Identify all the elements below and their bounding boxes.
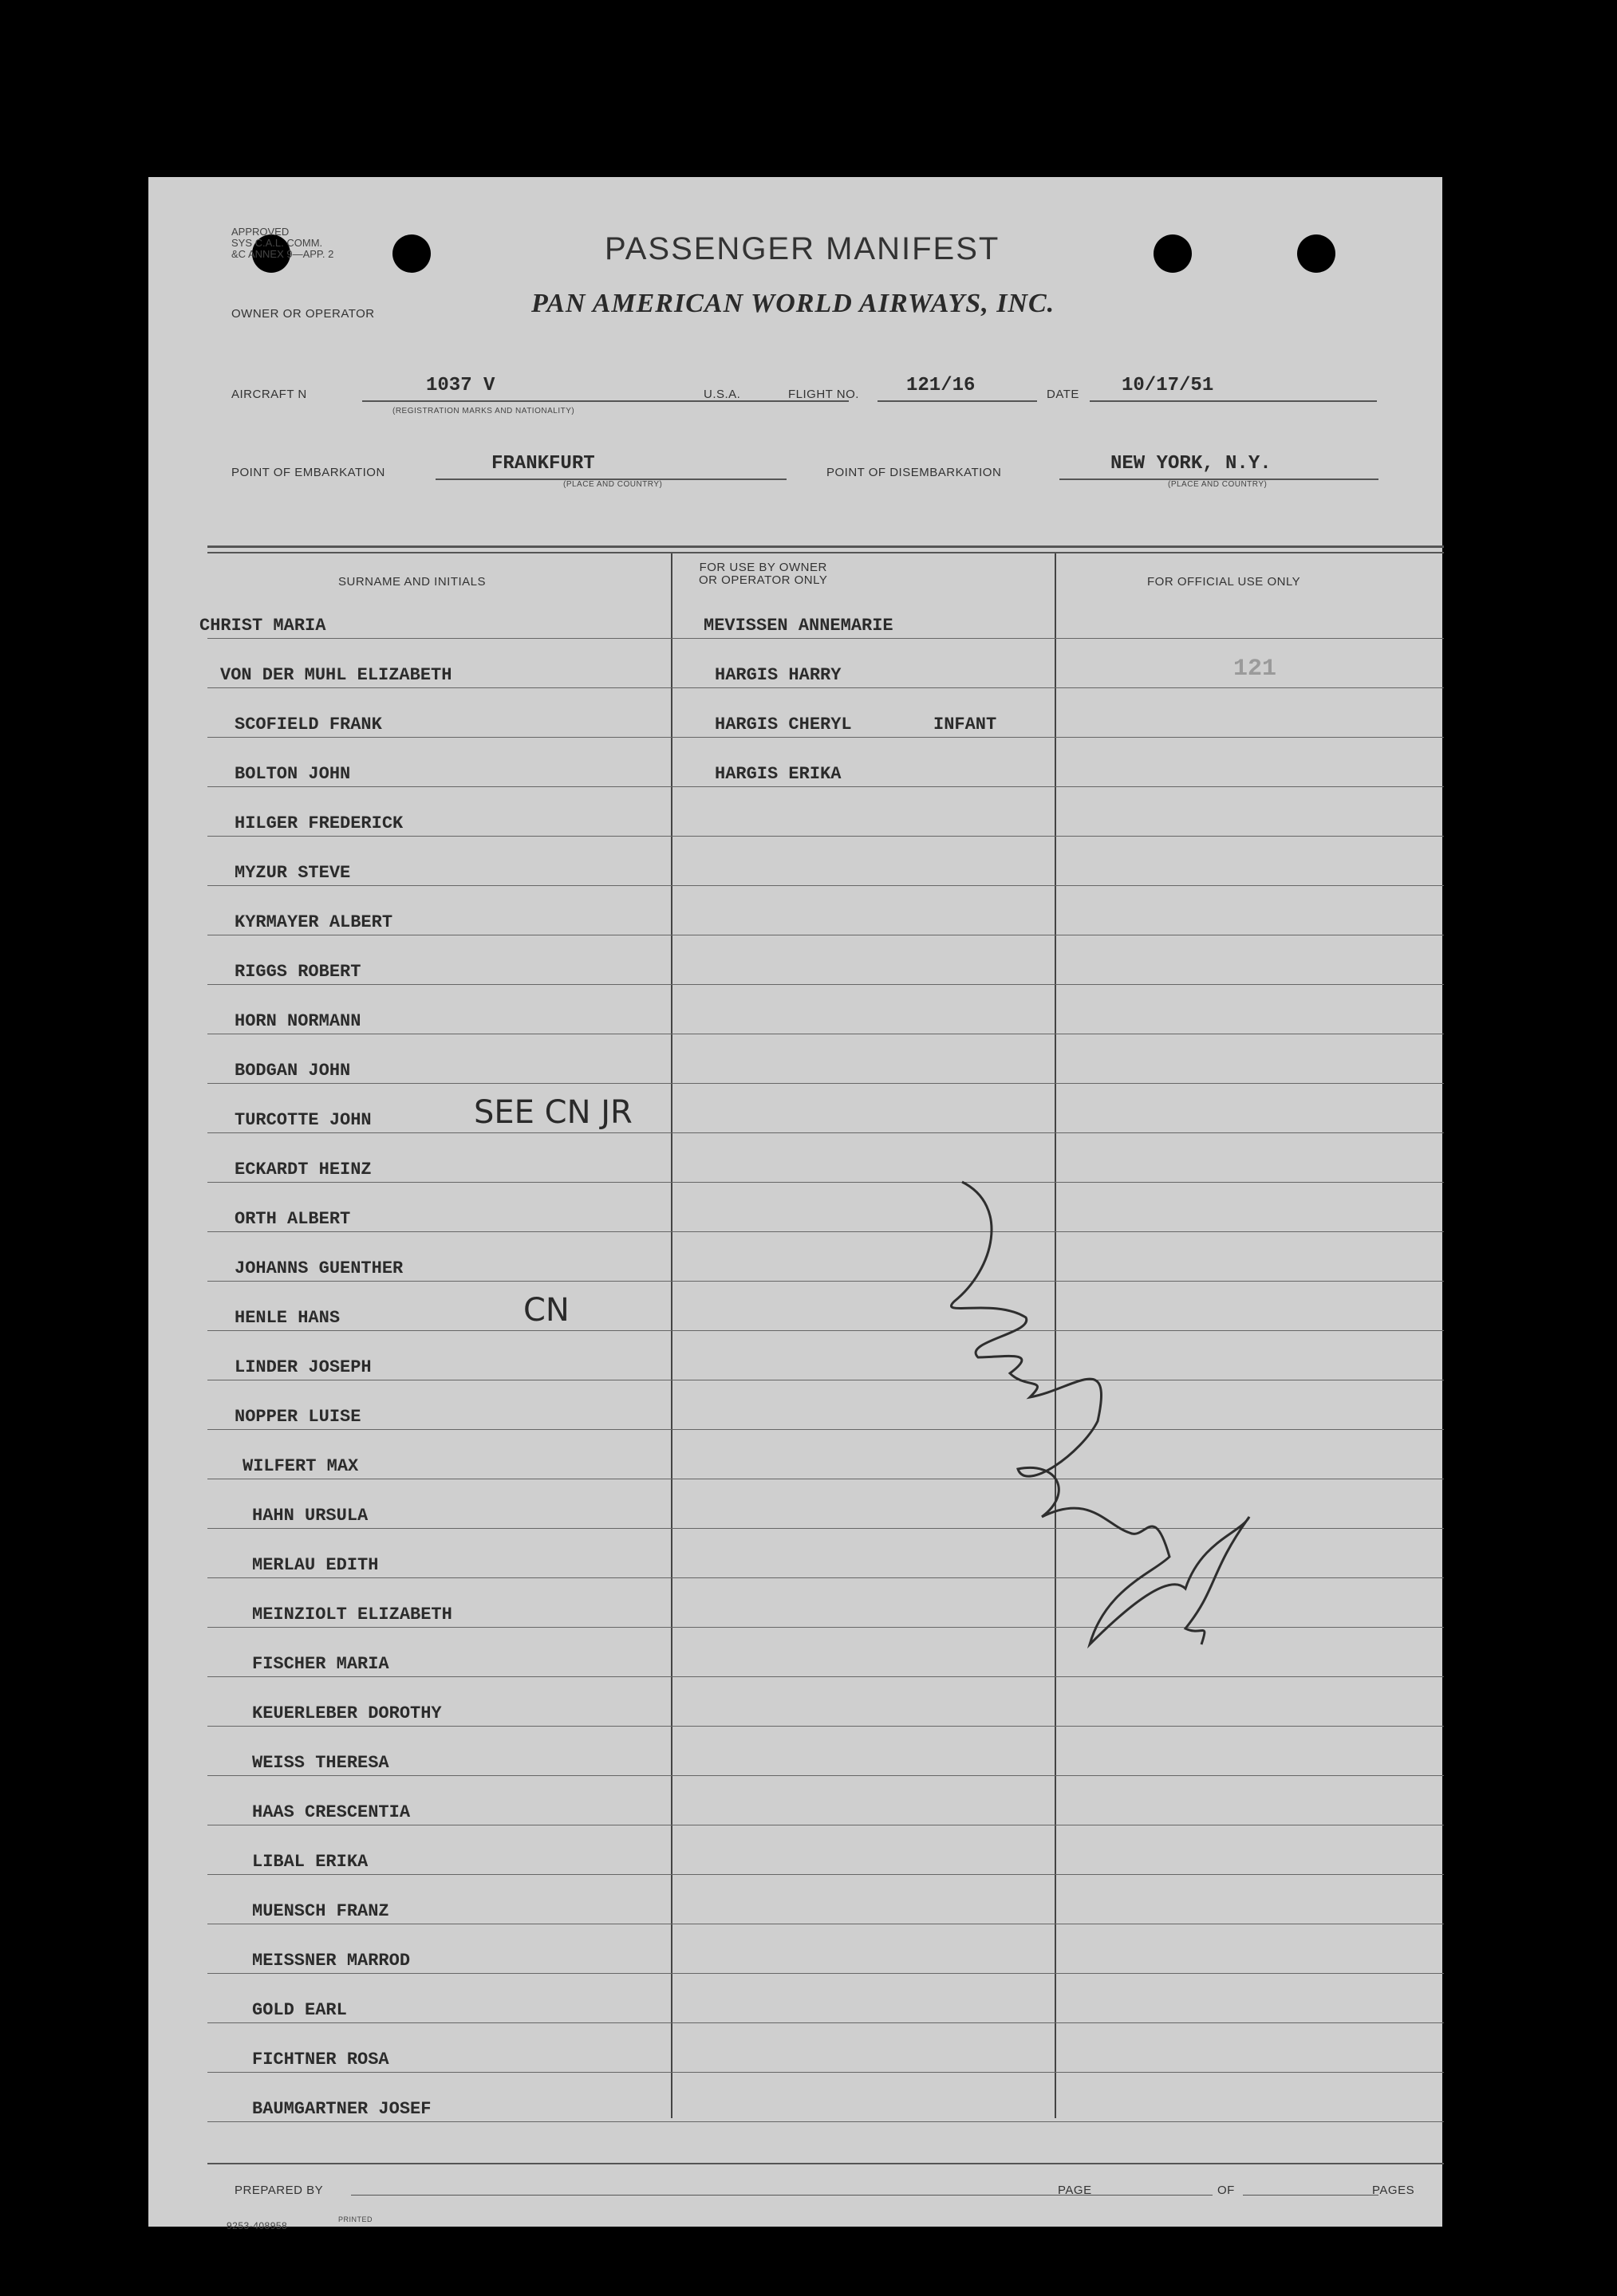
row-rule [207, 1676, 1444, 1677]
page-title: PASSENGER MANIFEST [605, 231, 1000, 266]
embarkation-label: POINT OF EMBARKATION [231, 466, 385, 479]
row-rule [207, 1083, 1444, 1084]
passenger-name: TURCOTTE JOHN [235, 1110, 372, 1130]
row-rule [207, 737, 1444, 738]
passenger-name: BOLTON JOHN [235, 764, 351, 784]
flight-label: FLIGHT NO. [788, 388, 859, 401]
operator-entry: HARGIS ERIKA [715, 764, 842, 784]
passenger-name: MYZUR STEVE [235, 863, 351, 883]
passenger-name: GOLD EARL [252, 2000, 347, 2020]
row-rule [207, 786, 1444, 787]
flight-value: 121/16 [906, 375, 976, 396]
disembarkation-value: NEW YORK, N.Y. [1110, 453, 1272, 475]
passenger-name: MEINZIOLT ELIZABETH [252, 1605, 452, 1625]
passenger-name: HENLE HANS [235, 1308, 341, 1328]
passenger-name: LIBAL ERIKA [252, 1852, 369, 1872]
row-rule [207, 687, 1444, 688]
row-rule [207, 2072, 1444, 2073]
pages-label: PAGES [1372, 2184, 1415, 2197]
row-rule [207, 2022, 1444, 2023]
handwritten-note: CN [523, 1292, 570, 1329]
handwritten-note: SEE CN JR [474, 1094, 633, 1131]
passenger-name: SCOFIELD FRANK [235, 715, 382, 734]
passenger-name: HAHN URSULA [252, 1506, 369, 1526]
passenger-name: KEUERLEBER DOROTHY [252, 1703, 442, 1723]
disembarkation-note: (PLACE AND COUNTRY) [1168, 480, 1268, 489]
aircraft-label: AIRCRAFT N [231, 388, 307, 401]
passenger-name: HILGER FREDERICK [235, 813, 404, 833]
row-rule [207, 836, 1444, 837]
column-header-surname: SURNAME AND INITIALS [338, 575, 487, 589]
date-label: DATE [1047, 388, 1079, 401]
passenger-name: CHRIST MARIA [199, 616, 326, 636]
official-stamp: 121 [1233, 656, 1277, 683]
passenger-name: HAAS CRESCENTIA [252, 1802, 411, 1822]
date-value: 10/17/51 [1122, 375, 1214, 396]
passenger-name: RIGGS ROBERT [235, 962, 361, 982]
punch-hole [1297, 234, 1335, 273]
approval-line: APPROVED [231, 226, 290, 238]
passenger-name: MERLAU EDITH [252, 1555, 379, 1575]
aircraft-value: 1037 V [426, 375, 495, 396]
column-header-official: FOR OFFICIAL USE ONLY [1147, 575, 1301, 589]
disembarkation-label: POINT OF DISEMBARKATION [826, 466, 1002, 479]
passenger-name: ECKARDT HEINZ [235, 1160, 372, 1180]
usa-label: U.S.A. [704, 388, 741, 401]
form-number: 9253-408958 [227, 2220, 288, 2231]
page-label: PAGE [1058, 2184, 1092, 2197]
passenger-name: ORTH ALBERT [235, 1209, 351, 1229]
passenger-name: HORN NORMANN [235, 1011, 361, 1031]
passenger-name: JOHANNS GUENTHER [235, 1258, 404, 1278]
passenger-name: FISCHER MARIA [252, 1654, 389, 1674]
row-rule [207, 1973, 1444, 1974]
row-rule [207, 984, 1444, 985]
punch-hole [1154, 234, 1192, 273]
passenger-name: VON DER MUHL ELIZABETH [220, 665, 452, 685]
column-header-operator: FOR USE BY OWNER OR OPERATOR ONLY [699, 561, 828, 587]
passenger-name: WEISS THERESA [252, 1753, 389, 1773]
passenger-name: BODGAN JOHN [235, 1061, 351, 1081]
owner-label: OWNER OR OPERATOR [231, 307, 375, 321]
row-rule [207, 1726, 1444, 1727]
passenger-name: MEISSNER MARROD [252, 1951, 411, 1971]
row-rule [207, 2121, 1444, 2122]
of-label: OF [1217, 2184, 1235, 2197]
operator-entry: HARGIS CHERYL [715, 715, 852, 734]
passenger-name: KYRMAYER ALBERT [235, 912, 393, 932]
approval-note [231, 226, 333, 260]
printed-note: PRINTED [338, 2215, 373, 2223]
passenger-name: LINDER JOSEPH [235, 1357, 372, 1377]
row-rule [207, 638, 1444, 639]
embarkation-note: (PLACE AND COUNTRY) [563, 480, 663, 489]
row-rule [207, 885, 1444, 886]
embarkation-value: FRANKFURT [491, 453, 595, 475]
row-rule [207, 1775, 1444, 1776]
row-rule [207, 1132, 1444, 1133]
approval-line: &C ANNEX 9—APP. 2 [231, 248, 334, 260]
registration-note: (REGISTRATION MARKS AND NATIONALITY) [392, 407, 575, 415]
owner-value: PAN AMERICAN WORLD AIRWAYS, INC. [531, 289, 1055, 318]
signature-scribble [866, 1158, 1313, 1652]
row-rule [207, 1874, 1444, 1875]
passenger-name: MUENSCH FRANZ [252, 1901, 389, 1921]
passenger-name: WILFERT MAX [243, 1456, 359, 1476]
approval-line: SYS C.A.L. COMM. [231, 237, 323, 249]
punch-hole [392, 234, 431, 273]
operator-entry: MEVISSEN ANNEMARIE [704, 616, 893, 636]
prepared-by-label: PREPARED BY [235, 2184, 324, 2197]
infant-marker: INFANT [933, 715, 997, 734]
manifest-paper [148, 177, 1442, 2231]
operator-entry: HARGIS HARRY [715, 665, 842, 685]
passenger-name: FICHTNER ROSA [252, 2050, 389, 2070]
passenger-name: NOPPER LUISE [235, 1407, 361, 1427]
passenger-name: BAUMGARTNER JOSEF [252, 2099, 432, 2119]
